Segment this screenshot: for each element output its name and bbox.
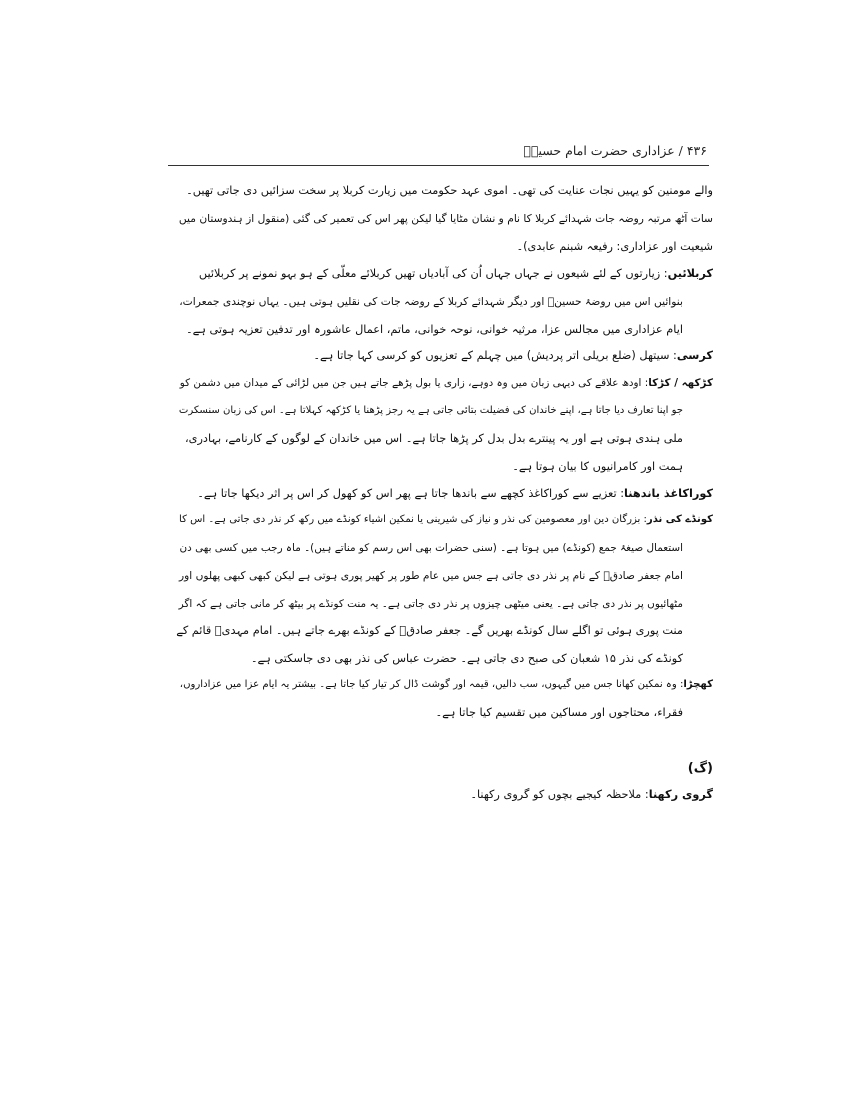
entry-koonde-ki-nazr: کونڈے کی نذر: بزرگان دین اور معصومین کی نذر و نیاز کی شیرینی یا نمکین اشیاء کونڈے میں رکھ کر نذر دی جاتی ہے۔ اس کا [179, 514, 713, 525]
entry-girvi-rakhna: گروی رکھنا: ملاحظہ کیجیے بچوں کو گروی رکھنا۔ [470, 788, 713, 801]
text-line: سات آٹھ مرتبہ روضہ جات شہدائے کربلا کا نام و نشان مٹایا گیا لیکن پھر اس کی تعمیر کی گئی (منقول از ہندوستان میں [178, 212, 713, 225]
text-line: منت پوری ہوئی تو اگلے سال کونڈے بھریں گے۔ جعفر صادقؑ کے کونڈے بھرے جاتے ہیں۔ امام مہدیؑ قائم کے [176, 624, 683, 637]
text-line: بنوائیں اس میں روضۂ حسینؑ اور دیگر شہدائے کربلا کے روضہ جات کی نقلیں ہوتی ہیں۔ یہاں نوچندی جمعرات، [179, 295, 683, 308]
entry-kora-kaghaz: کوراکاغذ باندھنا: تعزیے سے کوراکاغذ کچھے سے باندھا جاتا ہے پھر اس کو کھول کر اس پر اثر دیکھا جاتا ہے۔ [197, 487, 713, 500]
text-line: ایام عزاداری میں مجالس عزا، مرثیہ خوانی، نوحہ خوانی، ماتم، اعمال عاشورہ اور تدفین تعزیہ ہوتی ہے۔ [186, 323, 683, 336]
text-line: شیعیت اور عزاداری: رفیعہ شبنم عابدی)۔ [516, 240, 713, 253]
entry-kursi: کرسی: سیتھل (ضلع بریلی اتر پردیش) میں چہلم کے تعزیوں کو کرسی کہا جاتا ہے۔ [313, 349, 713, 362]
text-line: فقراء، محتاجوں اور مساکین میں تقسیم کیا جاتا ہے۔ [435, 706, 683, 719]
header-title: ۴۳۶ / عزاداری حضرت امام حسینؑ [523, 143, 707, 158]
entry-khichra: کھچڑا: وہ نمکین کھانا جس میں گیہوں، سب دالیں، قیمہ اور گوشت ڈال کر تیار کیا جاتا ہے۔ بیشتر یہ ایام عزا میں عزاداروں، [179, 679, 713, 690]
section-heading: (گ) [687, 761, 713, 776]
text-line: مٹھائیوں پر نذر دی جاتی ہے۔ یعنی میٹھی چیزوں پر نذر دی جاتی ہے۔ یہ منت کونڈے پر بیٹھ کر مانی جاتی ہے کہ اگر [178, 598, 683, 610]
text-line: امام جعفر صادقؑ کے نام پر نذر دی جاتی ہے جس میں عام طور پر کھیر پوری ہوتی ہے لیکن کبھی کبھی پھلوں اور [179, 569, 683, 582]
text-line: ملی ہندی ہوتی ہے اور یہ پینترے بدل بدل کر پڑھا جاتا ہے۔ اس میں خاندان کے لوگوں کے کارنامے، بہادری، [184, 432, 683, 445]
text-line: جو اپنا تعارف دیا جاتا ہے، اپنے خاندان کی فضیلت بتائی جاتی ہے یہ رجز پڑھنا یا کڑکھہ کہلاتا ہے۔ اس کی زبان سنسکرت [178, 405, 683, 416]
text-line: کونڈے کی نذر ۱۵ شعبان کی صبح دی جاتی ہے۔ حضرت عباس کی نذر بھی دی جاسکتی ہے۔ [250, 652, 683, 665]
entry-karkha: کڑکھہ / کڑکا: اودھ علاقے کی دیہی زبان میں وہ دوہے، زاری یا بول پڑھے جاتے ہیں جن میں لڑائی کے میدان میں دشمن کو [179, 377, 713, 389]
text-line: والے مومنین کو یہیں نجات عنایت کی تھی۔ اموی عہد حکومت میں زیارت کربلا پر سخت سزائیں دی جاتی تھیں۔ [186, 184, 713, 197]
page-header [168, 141, 709, 166]
entry-karbalain: کربلائیں: زیارتوں کے لئے شیعوں نے جہاں جہاں اُن کی آبادیاں تھیں کربلائے معلّی کے ہو بہو نمونے پر کربلائیں [198, 267, 713, 280]
text-line: استعمال صیغۂ جمع (کونڈے) میں ہوتا ہے۔ (سنی حضرات بھی اس رسم کو مناتے ہیں)۔ ماہ رجب میں کسی بھی دن [179, 542, 683, 554]
text-line: ہمت اور کامرانیوں کا بیان ہوتا ہے۔ [512, 460, 683, 473]
